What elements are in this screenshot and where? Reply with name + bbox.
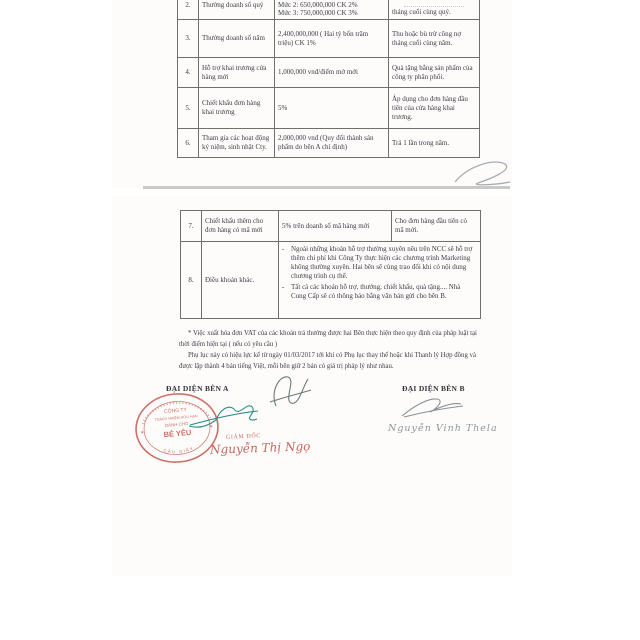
bonus-terms-table [177,0,480,158]
stamp-line: DÀNH CHO [164,421,189,429]
row-note-cell: Quà tặng bằng sản phẩm của công ty phân phối. [388,58,479,87]
row-label-cell: Hỗ trợ khai trương cửa hàng mới [198,58,274,87]
stamp-line: TRÁCH NHIỆM HỮU HẠN [154,414,198,422]
table-row [178,128,479,157]
row-value-cell [274,0,388,19]
bullet-dash: - [282,245,285,253]
stamp-line: BÉ YÊU [163,427,192,440]
row-number-cell: 3. [185,34,191,42]
row-value-cell: 1,000,000 vnđ/điểm mở mới [274,58,388,87]
page-break-divider [143,186,510,189]
table-row [178,87,479,128]
row-note-cell: Trả 1 lần trong năm. [388,129,479,157]
row-note-cell: Thu hoặc bù trừ công nợ tháng cuối cùng năm. [388,20,479,57]
row-note-cell: tháng cuối cùng quý. [388,0,479,19]
row-label-cell: Thưởng doanh số quý [198,0,274,19]
row-value-cell: 5% trên doanh số mã hàng mới [278,211,391,241]
bullet-item: - Tất cả các khoản hỗ trợ, thưởng, chiết khấu, quà tặng.... Nhà Cung Cấp sẽ có thông báo bằng văn bản gửi cho bên B. [282,283,461,300]
table-row [178,19,479,57]
row-note-cell: Áp dụng cho đơn hàng đầu tiên của cửa hàng khai trương. [388,88,479,128]
row-value-cell: 2,000,000 vnđ (Quy đổi thành sản phẩm do bên A chỉ định) [274,129,388,157]
extra-terms-table [180,210,481,319]
bullet-item: - Ngoài những khoản hỗ trợ thường xuyên nêu trên NCC sẽ hỗ trợ thêm chi phí khi Công Ty thực hiện các chương trình Marketing không thường xuyên. Hai bên sẽ cùng trao đổi khi có nội dung chương trình cụ thể. [282,245,473,280]
party-b-heading: ĐẠI DIỆN BÊN B [402,384,465,393]
party-a-handwritten-name: Nguyễn Thị Ngọ [209,439,311,457]
party-a-heading: ĐẠI DIỆN BÊN A [166,384,229,393]
value-line: Mức 3: 750,000,000 CK 3% [278,9,358,17]
table-row [181,241,480,318]
row-label-cell: Điều khoản khác. [201,242,278,318]
row-value-cell: 2,400,000,000 ( Hai tỷ bốn trăm triệu) CK 1% [274,20,388,57]
row-number-cell: 7. [188,221,194,230]
row-label-cell: Thưởng doanh số năm [198,20,274,57]
stamp-arc-bottom: CẦU GIẤY [162,445,196,455]
star-icon: ✶ [208,424,214,431]
row-number-cell: 6. [185,138,191,147]
row-number-cell: 2. [185,1,191,9]
clipped-text-remnant [404,4,464,7]
row-note-cell: Cho đơn hàng đầu tiên có mã mới. [391,211,480,241]
table-row [181,211,480,241]
vat-note-paragraph: * Việc xuất hóa đơn VAT của các khoản trả thưởng được hai Bên thực hiện theo quy định của pháp luật tại thời điểm hiện tại ( nếu có yêu cầu ) [179,330,477,348]
effective-date-paragraph: Phụ lục này có hiệu lực kể từ ngày 01/03/2017 tới khi có Phụ lục thay thế hoặc khi Thanh lý Hợp đồng và được lập thành 4 bản tiếng Việt, mỗi bên giữ 2 bản có giá trị pháp lý như nhau. [179,352,476,370]
star-icon: ✶ [140,430,145,437]
row-label-cell: Chiết khấu đơn hàng khai trương [198,88,274,128]
row-number-cell: 5. [185,103,191,112]
row-number-cell: 4. [185,68,191,76]
stamp-line: CÔNG TY [163,407,188,416]
row-details-cell [278,242,480,318]
table-row [178,0,479,19]
row-number-cell: 8. [188,275,194,284]
table-row [178,57,479,87]
party-b-handwritten-name: Nguyễn Vinh Thela [388,423,498,434]
value-line: Mức 2: 650,000,000 CK 2% [278,1,358,9]
row-label-cell: Chiết khấu thêm cho đơn hàng có mã mới [201,211,278,241]
row-value-cell: 5% [274,88,388,128]
row-label-cell: Tham gia các hoạt động kỷ niệm, sinh nhật Cty. [198,129,274,157]
director-title: GIÁM ĐỐC [225,433,262,441]
bullet-dash: - [282,283,285,291]
